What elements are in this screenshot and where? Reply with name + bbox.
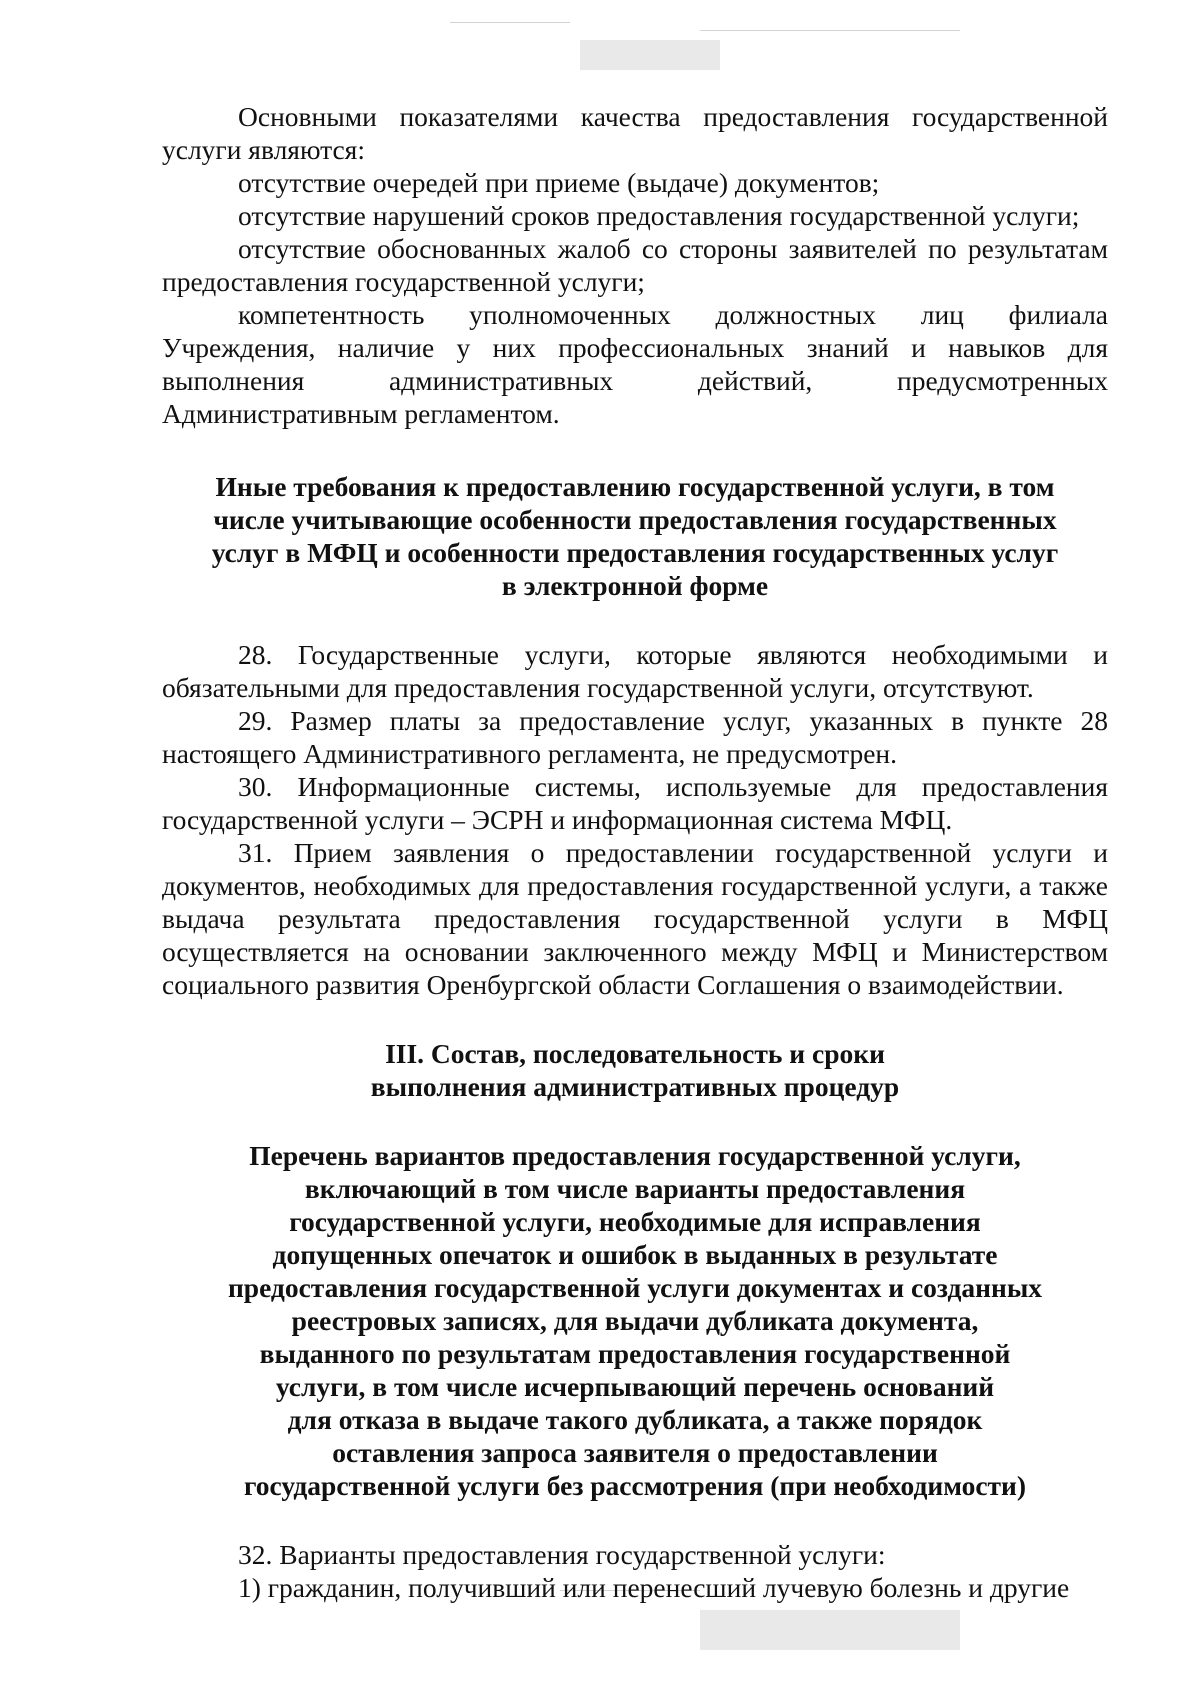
heading-line: включающий в том числе варианты предоставления: [304, 1173, 966, 1204]
paragraph-29: 29. Размер платы за предоставление услуг, указанных в пункте 28 настоящего Административного регламента, не предусмотрен.: [162, 705, 1108, 769]
heading-line: в электронной форме: [501, 570, 769, 601]
heading-line: числе учитывающие особенности предоставления государственных: [213, 504, 1057, 535]
scan-artifact: [580, 40, 720, 70]
other-requirements-heading: [162, 470, 1108, 602]
heading-line: оставления запроса заявителя о предоставлении: [332, 1437, 938, 1468]
heading-line: услуг в МФЦ и особенности предоставления государственных услуг: [211, 537, 1059, 568]
heading-line: выданного по результатам предоставления государственной: [259, 1338, 1011, 1369]
heading-line: государственной услуги без рассмотрения (при необходимости): [243, 1470, 1027, 1501]
paragraph-32: 32. Варианты предоставления государственной услуги:: [238, 1539, 886, 1570]
document-body: [162, 100, 1108, 1604]
spacer: [162, 602, 1108, 638]
paragraph-30: 30. Информационные системы, используемые для предоставления государственной услуги – ЭСРН и информационная система МФЦ.: [162, 771, 1108, 835]
scan-artifact: [450, 22, 570, 23]
spacer: [162, 1502, 1108, 1538]
section-iii-heading: [162, 1037, 1108, 1103]
heading-line: Перечень вариантов предоставления государственной услуги,: [249, 1140, 1021, 1171]
heading-line: реестровых записях, для выдачи дубликата документа,: [291, 1305, 979, 1336]
scan-artifact: [700, 1610, 960, 1650]
heading-line: III. Состав, последовательность и сроки: [385, 1038, 885, 1069]
quality-item-4: компетентность уполномоченных должностных лиц филиала Учреждения, наличие у них профессиональных знаний и навыков для выполнения административных действий, предусмотренных Административным регламентом.: [162, 299, 1108, 429]
scan-artifact: [700, 30, 960, 31]
heading-line: Иные требования к предоставлению государственной услуги, в том: [215, 471, 1055, 502]
heading-line: государственной услуги, необходимые для исправления: [289, 1206, 981, 1237]
quality-indicators-intro: Основными показателями качества предоставления государственной услуги являются:: [162, 101, 1108, 165]
paragraph-28: 28. Государственные услуги, которые являются необходимыми и обязательными для предоставления государственной услуги, отсутствуют.: [162, 639, 1108, 703]
quality-item-1: отсутствие очередей при приеме (выдаче) документов;: [238, 167, 880, 198]
heading-line: предоставления государственной услуги документах и созданных: [227, 1272, 1043, 1303]
quality-item-2: отсутствие нарушений сроков предоставления государственной услуги;: [238, 200, 1080, 231]
variant-item-1: 1) гражданин, получивший или перенесший лучевую болезнь и другие: [238, 1572, 1070, 1603]
spacer: [162, 1103, 1108, 1139]
heading-line: допущенных опечаток и ошибок в выданных в результате: [272, 1239, 998, 1270]
paragraph-31: 31. Прием заявления о предоставлении государственной услуги и документов, необходимых для предоставления государственной услуги, а также выдача результата предоставления государственной услуги в МФЦ осуществляется на основании заключенного между МФЦ и Министерством социального развития Оренбургской области Соглашения о взаимодействии.: [162, 837, 1108, 1000]
heading-line: для отказа в выдаче такого дубликата, а также порядок: [287, 1404, 983, 1435]
spacer: [162, 1001, 1108, 1037]
spacer: [162, 430, 1108, 470]
variants-heading: [162, 1139, 1108, 1502]
heading-line: услуги, в том числе исчерпывающий перечень оснований: [275, 1371, 995, 1402]
heading-line: выполнения административных процедур: [370, 1071, 900, 1102]
quality-item-3: отсутствие обоснованных жалоб со стороны заявителей по результатам предоставления государственной услуги;: [162, 233, 1108, 297]
